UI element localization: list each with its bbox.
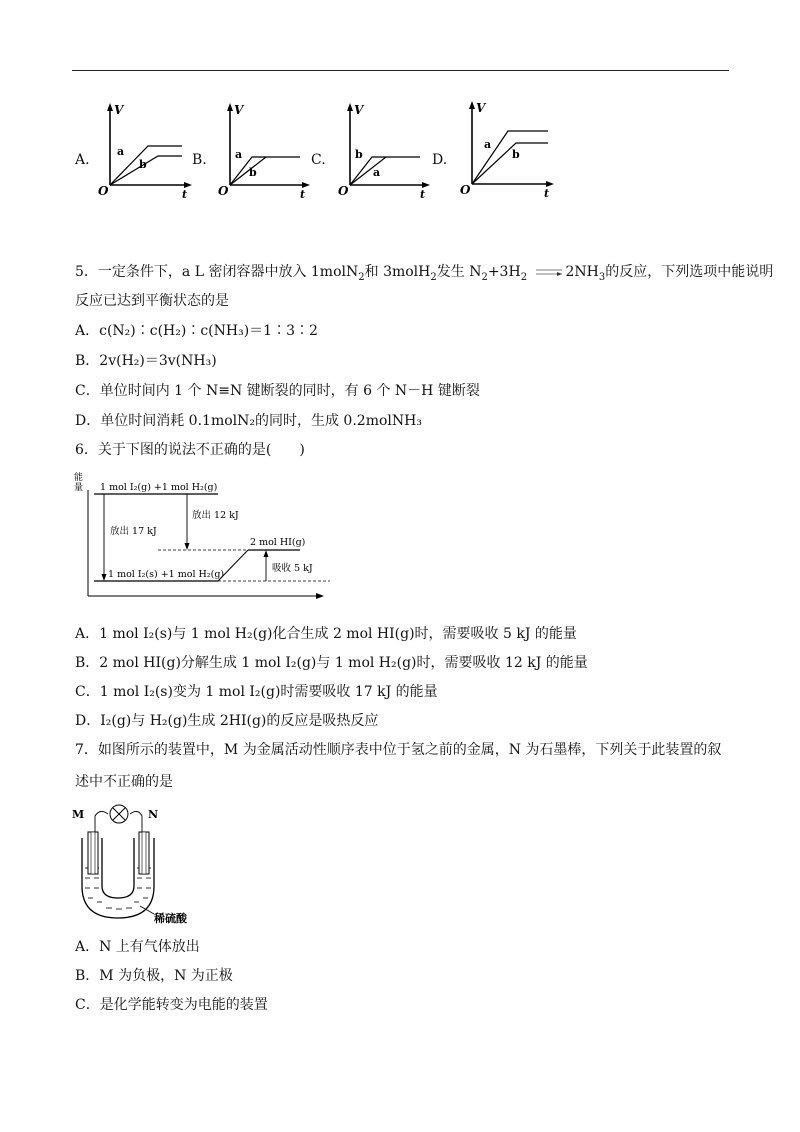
hi-level-label: 2 mol HI(g) <box>250 537 306 548</box>
header-rule <box>72 70 729 71</box>
y-axis-label-1: 能 <box>74 473 84 483</box>
q5-option-d: D．单位时间消耗 0.1molN₂的同时，生成 0.2molNH₃ <box>75 413 422 429</box>
release-12-label: 放出 12 kJ <box>192 510 239 521</box>
q7-stem-line2: 述中不正确的是 <box>75 774 173 790</box>
svg-text:V: V <box>354 103 364 117</box>
release-17-label: 放出 17 kJ <box>110 526 157 537</box>
svg-text:b: b <box>249 166 257 179</box>
option-d-label: D. <box>432 152 448 168</box>
svg-text:b: b <box>512 148 520 161</box>
q6-option-d: D．I₂(g)与 H₂(g)生成 2HI(g)的反应是吸热反应 <box>75 713 379 729</box>
svg-text:b: b <box>355 148 363 161</box>
svg-text:t: t <box>300 188 306 200</box>
svg-text:V: V <box>234 103 244 117</box>
energy-diagram <box>70 468 330 603</box>
q6-option-a: A．1 mol I₂(s)与 1 mol H₂(g)化合生成 2 mol HI(g)时，需要吸收 5 kJ 的能量 <box>75 626 577 642</box>
svg-text:a: a <box>235 148 243 161</box>
q7-stem-line1: 7．如图所示的装置中，M 为金属活动性顺序表中位于氢之前的金属，N 为石墨棒，下列关于此装置的叙 <box>75 742 722 758</box>
svg-text:b: b <box>139 158 147 171</box>
label-n: N <box>148 808 159 821</box>
svg-text:t: t <box>420 188 426 200</box>
equilibrium-arrow-icon <box>534 267 564 277</box>
q5-option-a: A．c(N₂)∶c(H₂)∶c(NH₃)＝1∶3∶2 <box>75 323 318 339</box>
q7-option-b: B．M 为负极，N 为正极 <box>75 968 233 984</box>
axis-v: V <box>114 103 124 117</box>
graph-b <box>210 100 310 200</box>
q5-option-b: B．2v(H₂)＝3v(NH₃) <box>75 353 217 369</box>
svg-text:a: a <box>484 138 492 151</box>
q7-option-c: C．是化学能转变为电能的装置 <box>75 997 268 1013</box>
svg-text:a: a <box>373 166 381 179</box>
label-m: M <box>72 808 85 821</box>
galvanic-cell-diagram <box>70 798 220 928</box>
svg-text:O: O <box>338 184 349 198</box>
top-level-label: 1 mol I₂(g) +1 mol H₂(g) <box>100 482 218 493</box>
svg-text:a: a <box>117 145 125 158</box>
absorb-5-label: 吸收 5 kJ <box>272 563 313 574</box>
graph-c <box>330 100 430 200</box>
svg-text:O: O <box>218 184 229 198</box>
origin: O <box>98 184 109 198</box>
y-axis-label-2: 量 <box>74 483 84 493</box>
option-c-label: C. <box>311 152 326 168</box>
label-acid: 稀硫酸 <box>154 912 187 925</box>
q5-stem-line2: 反应已达到平衡状态的是 <box>75 293 229 309</box>
q5-option-c: C．单位时间内 1 个 N≡N 键断裂的同时，有 6 个 N－H 键断裂 <box>75 383 480 399</box>
q7-option-a: A．N 上有气体放出 <box>75 939 200 955</box>
q6-option-c: C．1 mol I₂(s)变为 1 mol I₂(g)时需要吸收 17 kJ 的能量 <box>75 684 438 700</box>
q5-stem-line1: 5．一定条件下，a L 密闭容器中放入 1molN$_2$和 3molH$_2$发生 $N_2+3H_2$ $2NH_3$的反应，下列选项中能说明 <box>75 264 774 283</box>
bottom-level-label: 1 mol I₂(s) +1 mol H₂(g) <box>108 569 225 580</box>
option-a-label: A. <box>75 152 90 168</box>
svg-text:O: O <box>460 183 471 197</box>
svg-text:t: t <box>544 187 550 200</box>
q6-option-b: B．2 mol HI(g)分解生成 1 mol I₂(g)与 1 mol H₂(g)时，需要吸收 12 kJ 的能量 <box>75 655 588 671</box>
q6-stem: 6．关于下图的说法不正确的是( ) <box>75 442 305 458</box>
graph-d <box>452 98 556 200</box>
option-b-label: B. <box>192 152 207 168</box>
graph-a <box>92 100 192 200</box>
axis-t: t <box>182 188 188 200</box>
svg-text:V: V <box>476 101 486 115</box>
